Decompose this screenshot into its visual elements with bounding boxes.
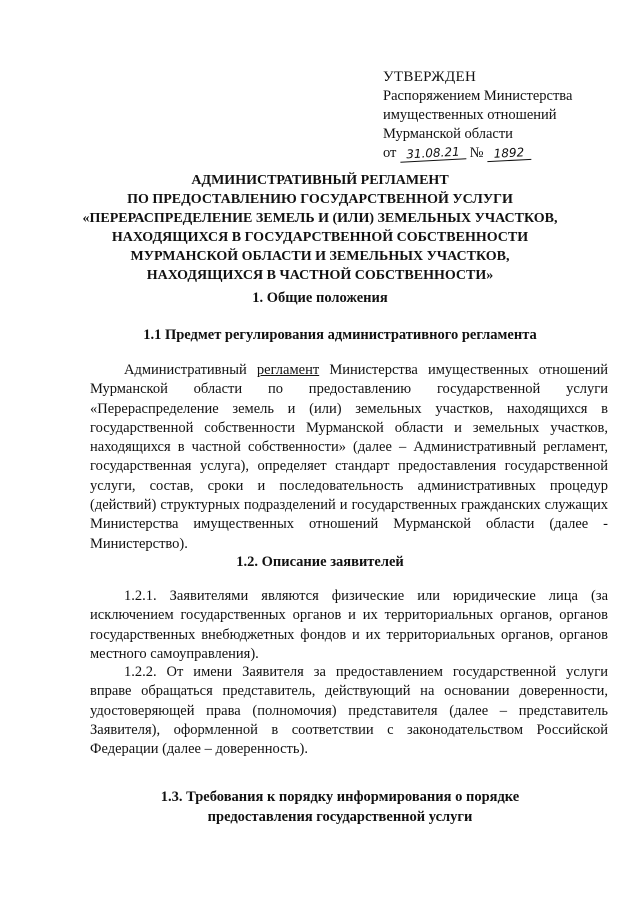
section-1-2-heading: 1.2. Описание заявителей bbox=[236, 554, 404, 570]
section-1-2-2-paragraph bbox=[90, 663, 608, 759]
title-line5: МУРМАНСКОЙ ОБЛАСТИ И ЗЕМЕЛЬНЫХ УЧАСТКОВ, bbox=[130, 249, 510, 264]
section-1-3-heading-line2: предоставления государственной услуги bbox=[207, 809, 473, 825]
p121-text: 1.2.1. Заявителями являются физические или юридические лица (за исключением государственных органов и их территориальных органов, органов государственных внебюджетных фондов и их территориальных органов, органов местного самоуправления). bbox=[90, 588, 608, 662]
approval-line2: имущественных отношений bbox=[383, 107, 557, 123]
section-1-2-1-paragraph bbox=[90, 587, 608, 664]
handwritten-date: 31.08.21 bbox=[400, 144, 467, 162]
section-1-heading: 1. Общие положения bbox=[252, 290, 388, 306]
title-line2: ПО ПРЕДОСТАВЛЕНИЮ ГОСУДАРСТВЕННОЙ УСЛУГИ bbox=[127, 192, 513, 207]
section-1-1-paragraph bbox=[90, 361, 608, 554]
section-1-3-heading-line1: 1.3. Требования к порядку информирования о порядке bbox=[160, 789, 520, 805]
p1-lead: Административный bbox=[124, 362, 257, 378]
title-line4: НАХОДЯЩИХСЯ В ГОСУДАРСТВЕННОЙ СОБСТВЕННОСТИ bbox=[111, 230, 529, 245]
approval-line1: Распоряжением Министерства bbox=[383, 88, 573, 104]
number-label: № bbox=[469, 145, 484, 161]
approval-order-line bbox=[383, 144, 623, 163]
title-line3: «ПЕРЕРАСПРЕДЕЛЕНИЕ ЗЕМЕЛЬ И (ИЛИ) ЗЕМЕЛЬНЫХ УЧАСТКОВ, bbox=[82, 211, 558, 226]
approval-stamp bbox=[383, 68, 623, 163]
title-line6: НАХОДЯЩИХСЯ В ЧАСТНОЙ СОБСТВЕННОСТИ» bbox=[146, 268, 494, 283]
handwritten-number: 1892 bbox=[487, 145, 532, 162]
approval-head: УТВЕРЖДЕН bbox=[383, 69, 477, 85]
section-1-1-heading: 1.1 Предмет регулирования административного регламента bbox=[143, 327, 537, 343]
title-line1: АДМИНИСТРАТИВНЫЙ РЕГЛАМЕНТ bbox=[191, 173, 449, 188]
p122-text: 1.2.2. От имени Заявителя за предоставлением государственной услуги вправе обращаться представитель, действующий на основании доверенности, удостоверяющей права (полномочия) представителя (далее – представитель Заявителя), оформленной в соответствии с законодательством Российской Федерации (далее – доверенность). bbox=[90, 664, 608, 758]
section-1-3-heading bbox=[110, 787, 570, 827]
document-title bbox=[70, 171, 570, 285]
from-label: от bbox=[383, 145, 397, 161]
p1-rest: Министерства имущественных отношений Мурманской области по предоставлению государственной услуги «Перераспределение земель и (или) земельных участков, находящихся в государственной собственности Мурманской области и земельных участков, находящихся в частной собственности» (далее – Административный регламент, государственная услуга), определяет стандарт предоставления государственной услуги, состав, сроки и последовательность административных процедур (действий) структурных подразделений и государственных гражданских служащих Министерства имущественных отношений Мурманской области (далее - Министерство). bbox=[90, 362, 608, 552]
p1-underlined-word: регламент bbox=[256, 362, 320, 378]
approval-line3: Мурманской области bbox=[383, 126, 513, 142]
